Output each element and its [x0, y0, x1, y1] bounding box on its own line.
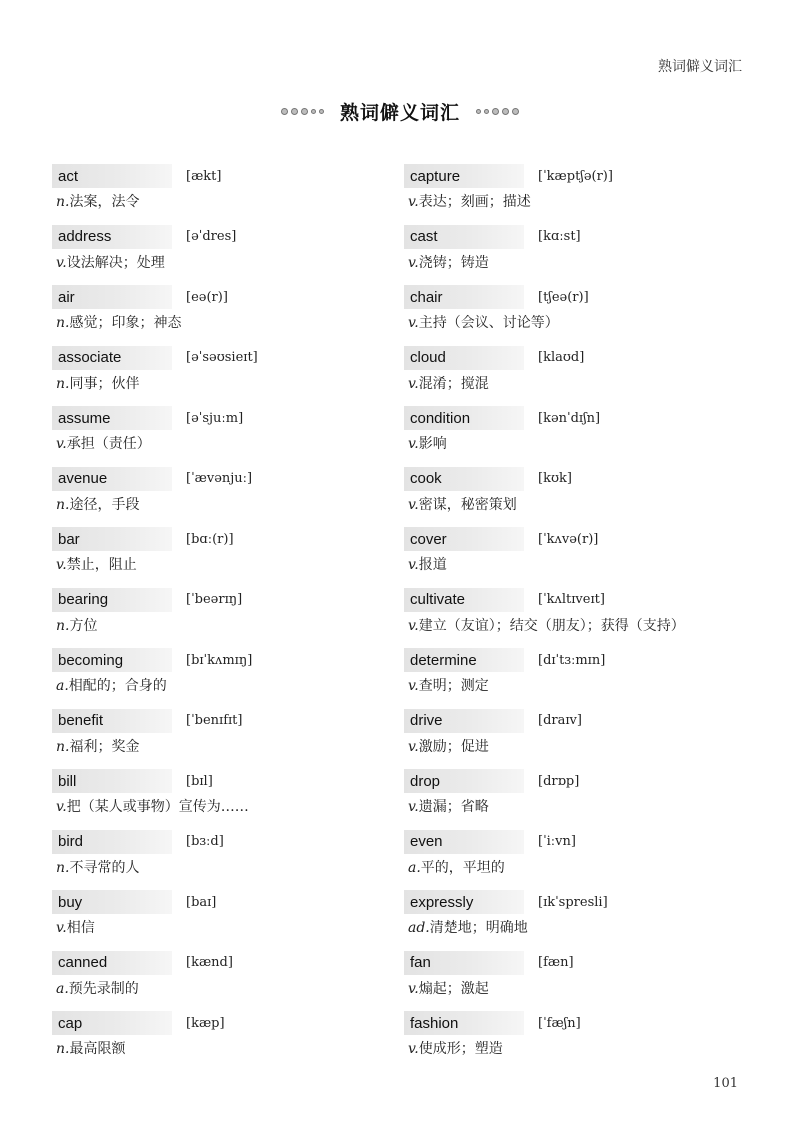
vocab-definition	[52, 1038, 392, 1058]
vocab-word: determine	[404, 648, 524, 672]
vocab-definition	[404, 857, 744, 877]
vocab-pos: n.	[56, 738, 70, 755]
vocab-entry	[404, 284, 744, 345]
vocab-phonetic: [ækt]	[186, 168, 222, 184]
vocab-meaning: 影响	[418, 436, 447, 452]
vocab-word: cloud	[404, 346, 524, 370]
vocab-phonetic: [kæp]	[186, 1015, 225, 1031]
vocab-word: even	[404, 830, 524, 854]
vocab-entry	[404, 829, 744, 890]
vocab-pos: v.	[408, 1041, 419, 1057]
vocab-entry	[52, 466, 392, 527]
vocab-pos: a.	[56, 678, 69, 694]
title-row	[0, 98, 800, 125]
vocab-word: cover	[404, 527, 524, 551]
vocab-meaning: 最高限额	[69, 1041, 126, 1057]
vocab-entry	[52, 284, 392, 345]
vocab-definition	[52, 373, 392, 393]
vocab-meaning: 福利；奖金	[69, 738, 140, 755]
vocab-phonetic: [bɪˈkʌmɪŋ]	[186, 652, 253, 668]
vocab-pos: v.	[408, 738, 419, 755]
vocab-definition	[404, 373, 744, 393]
vocab-phonetic: [ˈævənjuː]	[186, 471, 253, 486]
vocab-meaning: 建立（友谊）；结交（朋友）；获得（支持）	[418, 617, 685, 634]
vocab-definition	[404, 191, 744, 211]
vocab-phonetic: [əˈsjuːm]	[186, 410, 244, 426]
vocab-word: capture	[404, 164, 524, 188]
vocab-word: cook	[404, 467, 524, 491]
vocab-entry	[404, 526, 744, 587]
vocab-entry	[404, 587, 744, 648]
vocab-word: condition	[404, 406, 524, 430]
vocab-entry	[52, 768, 392, 829]
vocab-definition	[52, 494, 392, 514]
vocab-meaning: 激励；促进	[418, 738, 489, 755]
right-column	[404, 163, 744, 1071]
vocab-word: bearing	[52, 588, 172, 612]
vocab-entry	[52, 345, 392, 406]
vocab-pos: ad.	[408, 920, 430, 936]
vocab-meaning: 使成形；塑造	[418, 1041, 503, 1057]
vocab-meaning: 遗漏；省略	[418, 799, 489, 815]
vocab-meaning: 法案，法令	[69, 194, 140, 210]
vocab-phonetic: [klaʊd]	[538, 350, 585, 365]
vocab-meaning: 浇铸；铸造	[418, 254, 489, 271]
vocab-word: expressly	[404, 890, 524, 914]
vocab-entry	[52, 163, 392, 224]
vocab-entry	[52, 587, 392, 648]
vocab-pos: n.	[56, 1041, 70, 1057]
vocab-entry	[404, 950, 744, 1011]
vocab-definition	[404, 615, 744, 635]
vocab-word: canned	[52, 951, 172, 975]
vocab-word: benefit	[52, 709, 172, 733]
vocab-word: drive	[404, 709, 524, 733]
vocab-pos: v.	[408, 194, 419, 210]
vocab-entry	[404, 1010, 744, 1071]
vocab-entry	[404, 345, 744, 406]
vocab-phonetic: [bɪl]	[186, 773, 213, 789]
page-number: 101	[713, 1076, 738, 1091]
vocab-phonetic: [əˈdres]	[186, 229, 237, 244]
vocab-phonetic: [kʊk]	[538, 471, 572, 486]
vocab-pos: v.	[56, 557, 67, 573]
vocab-pos: v.	[408, 557, 419, 573]
vocab-meaning: 报道	[418, 557, 447, 573]
vocab-definition	[404, 494, 744, 514]
vocab-pos: v.	[56, 799, 67, 815]
vocab-phonetic: [əˈsəʊsieɪt]	[186, 350, 258, 365]
vocab-pos: v.	[408, 980, 419, 997]
vocab-entry	[52, 889, 392, 950]
vocab-pos: n.	[56, 375, 70, 392]
vocab-word: bill	[52, 769, 172, 793]
vocab-definition	[52, 615, 392, 635]
vocab-word: drop	[404, 769, 524, 793]
vocab-pos: a.	[56, 980, 69, 997]
vocab-pos: v.	[408, 375, 419, 392]
vocab-phonetic: [ˈbenɪfɪt]	[186, 713, 243, 728]
vocab-definition	[404, 1038, 744, 1058]
vocab-definition	[52, 554, 392, 574]
vocab-pos: n.	[56, 859, 70, 876]
vocab-phonetic: [ˈfæʃn]	[538, 1015, 581, 1031]
vocab-definition	[52, 857, 392, 877]
vocab-definition	[404, 675, 744, 695]
vocab-phonetic: [tʃeə(r)]	[538, 289, 589, 305]
vocab-definition	[404, 252, 744, 272]
vocab-word: associate	[52, 346, 172, 370]
vocab-word: act	[52, 164, 172, 188]
vocab-entry	[52, 708, 392, 769]
vocab-word: chair	[404, 285, 524, 309]
vocab-meaning: 禁止，阻止	[66, 557, 137, 573]
vocab-word: air	[52, 285, 172, 309]
running-header: 熟词僻义词汇	[658, 59, 742, 75]
vocab-entry	[404, 163, 744, 224]
vocab-meaning: 同事；伙伴	[69, 375, 140, 392]
vocab-meaning: 途径，手段	[69, 496, 140, 513]
vocab-meaning: 设法解决；处理	[66, 254, 165, 271]
vocab-entry	[404, 768, 744, 829]
vocab-phonetic: [ˈkʌltɪveɪt]	[538, 592, 605, 607]
vocab-phonetic: [ˈiːvn]	[538, 834, 576, 849]
vocab-meaning: 清楚地；明确地	[429, 920, 528, 936]
vocab-phonetic: [kənˈdɪʃn]	[538, 410, 601, 426]
page-title: 熟词僻义词汇	[339, 102, 460, 124]
vocab-entry	[52, 224, 392, 285]
vocab-pos: v.	[56, 920, 67, 936]
vocab-phonetic: [ɪkˈspresli]	[538, 894, 608, 910]
vocab-phonetic: [kænd]	[186, 955, 233, 970]
vocab-entry	[404, 889, 744, 950]
vocab-word: cultivate	[404, 588, 524, 612]
vocab-definition	[52, 191, 392, 211]
vocab-phonetic: [ˈkʌvə(r)]	[538, 531, 599, 547]
title-dots-right-icon	[476, 108, 519, 115]
vocab-pos: v.	[408, 254, 419, 271]
vocab-entry	[52, 1010, 392, 1071]
vocab-definition	[52, 917, 392, 937]
vocab-definition	[52, 252, 392, 272]
vocab-word: avenue	[52, 467, 172, 491]
vocab-meaning: 密谋，秘密策划	[418, 496, 517, 513]
title-dots-left-icon	[281, 108, 324, 115]
vocab-phonetic: [draɪv]	[538, 713, 582, 728]
vocab-word: cap	[52, 1011, 172, 1035]
vocab-meaning: 表达；刻画；描述	[418, 194, 531, 210]
vocab-pos: n.	[56, 194, 70, 210]
vocab-definition	[404, 312, 744, 332]
vocab-word: becoming	[52, 648, 172, 672]
vocab-pos: v.	[408, 496, 419, 513]
vocab-pos: v.	[408, 436, 419, 452]
vocab-meaning: 承担（责任）	[66, 436, 151, 452]
vocab-entry	[404, 466, 744, 527]
vocab-pos: v.	[408, 315, 419, 331]
vocab-pos: a.	[408, 859, 421, 876]
vocab-entry	[52, 405, 392, 466]
vocab-word: cast	[404, 225, 524, 249]
vocab-meaning: 方位	[69, 617, 98, 634]
vocab-definition	[404, 796, 744, 816]
vocab-phonetic: [bɑː(r)]	[186, 531, 234, 547]
vocab-pos: n.	[56, 315, 70, 331]
vocab-meaning: 煽起；激起	[418, 980, 489, 997]
vocab-meaning: 预先录制的	[68, 980, 139, 997]
vocab-definition	[404, 433, 744, 453]
vocab-definition	[52, 978, 392, 998]
vocab-definition	[404, 978, 744, 998]
vocab-pos: n.	[56, 617, 70, 634]
vocab-meaning: 平的，平坦的	[420, 859, 505, 876]
vocab-definition	[52, 736, 392, 756]
vocab-definition	[52, 433, 392, 453]
vocab-entry	[404, 405, 744, 466]
vocab-definition	[52, 796, 392, 816]
vocab-phonetic: [baɪ]	[186, 894, 217, 910]
vocab-pos: v.	[408, 678, 419, 694]
vocab-pos: v.	[56, 436, 67, 452]
vocab-definition	[404, 736, 744, 756]
vocab-definition	[52, 675, 392, 695]
vocab-entry	[52, 950, 392, 1011]
vocab-phonetic: [drɒp]	[538, 773, 580, 789]
vocab-pos: v.	[408, 617, 419, 634]
vocab-word: fashion	[404, 1011, 524, 1035]
vocab-phonetic: [kɑːst]	[538, 229, 581, 244]
vocab-pos: v.	[408, 799, 419, 815]
vocab-meaning: 把（某人或事物）宣传为……	[66, 799, 249, 815]
vocab-word: buy	[52, 890, 172, 914]
vocab-entry	[52, 829, 392, 890]
vocab-meaning: 相配的；合身的	[68, 678, 167, 694]
vocab-word: bird	[52, 830, 172, 854]
vocab-phonetic: [bɜːd]	[186, 834, 224, 849]
vocab-phonetic: [dɪˈtɜːmɪn]	[538, 652, 606, 668]
vocab-meaning: 相信	[66, 920, 95, 936]
vocab-meaning: 混淆；搅混	[418, 375, 489, 392]
vocab-meaning: 感觉；印象；神态	[69, 315, 182, 331]
vocab-pos: n.	[56, 496, 70, 513]
vocab-entry	[404, 647, 744, 708]
vocab-word: bar	[52, 527, 172, 551]
vocab-meaning: 主持（会议、讨论等）	[418, 315, 559, 331]
vocab-phonetic: [fæn]	[538, 955, 574, 970]
vocab-phonetic: [eə(r)]	[186, 289, 228, 305]
vocab-meaning: 查明；测定	[418, 678, 489, 694]
vocab-phonetic: [ˈbeərɪŋ]	[186, 592, 243, 607]
vocab-word: fan	[404, 951, 524, 975]
vocab-definition	[52, 312, 392, 332]
vocab-word: assume	[52, 406, 172, 430]
vocab-word: address	[52, 225, 172, 249]
vocab-entry	[52, 647, 392, 708]
vocab-entry	[404, 224, 744, 285]
left-column	[52, 163, 392, 1071]
vocab-pos: v.	[56, 254, 67, 271]
vocab-phonetic: [ˈkæptʃə(r)]	[538, 168, 613, 184]
vocab-entry	[404, 708, 744, 769]
vocab-entry	[52, 526, 392, 587]
vocab-definition	[404, 917, 744, 937]
vocab-definition	[404, 554, 744, 574]
vocab-meaning: 不寻常的人	[69, 859, 140, 876]
